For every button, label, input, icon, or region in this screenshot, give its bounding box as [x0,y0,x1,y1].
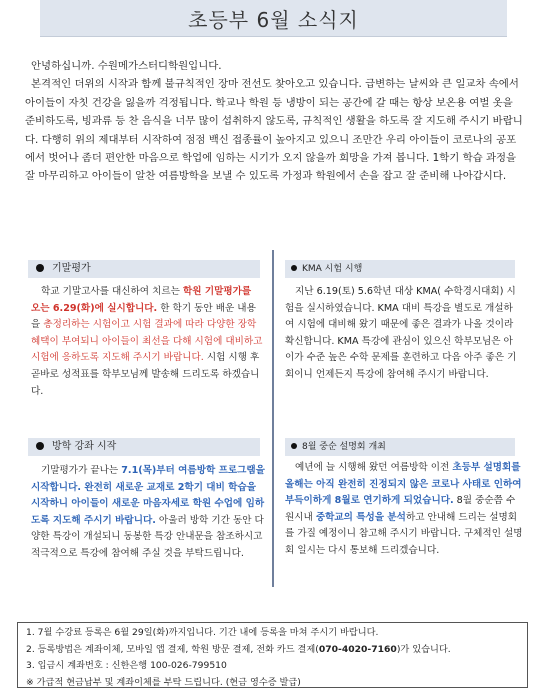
highlight-text: 총정리하는 시험이고 시험 결과에 따라 다양한 장학 혜택이 부여되니 아이들이 최선을 다해 시험에 대비하고 시험에 응하도록 지도해 주시기 바랍니다. [31,319,263,364]
notice-line [26,642,527,659]
section-text-kma: 지난 6.19(토) 5.6학년 대상 KMA( 수학경시대회) 시험을 실시하였습니다. KMA 대비 특강을 별도로 개설하여 시험에 대비해 왔기 때문에 좋은 결과가 나올 것이라 확신합니다. KMA 특강에 관심이 있으신 학부모님은 아이가 수준 높은 수학 문제를 훈련하고 다음 아주 좋은 기회이니 언제든지 특강에 참여해 주시기 바랍니다. [285,286,517,380]
bullet-icon [291,265,297,271]
bullet-icon [36,264,44,272]
notice-line: 1. 7월 수강료 등록은 6월 29일(화)까지입니다. 기간 내에 등록을 마쳐 주시기 바랍니다. [26,627,379,638]
section-heading-briefing [285,438,515,456]
text-run: 아울러 방학 기간 동안 다양한 특강이 개설되니 동봉한 특강 안내문을 참조하시고 적극적으로 특강에 참여해 주실 것을 부탁드립니다. [31,514,264,559]
section-heading-exam [28,260,260,278]
section-text-vacation [31,463,267,563]
page-title: 초등부 6월 소식지 [188,8,359,32]
text-run: 한 학기 동안 배운 내용을 [31,302,256,331]
text-run: 8월 중순쯤 수원시내 [285,495,516,523]
text-run: 학교 기말고사를 대신하여 치르는 [41,286,183,297]
phone-number: 070-4020-7160 [318,643,397,655]
highlight-text: 중학교의 특성을 분석 [315,511,406,523]
notice-line: ※ 가급적 현금납부 및 계좌이체를 부탁 드립니다. (현금 영수증 발급) [26,676,301,688]
highlight-text: 7.1(목)부터 여름방학 프로그램을 시작합니다. 완전히 새로운 교재로 2학기 대비 학습을 시작하니 아이들이 새로운 마음자세로 학원 수업에 임하도록 지도해 주시기 바랍니다. [31,465,265,526]
text-run: 시험 시행 후 곧바로 성적표를 학부모님께 발송해 드리도록 하겠습니다. [31,352,260,397]
highlight-date: 학원 기말평가를 오는 6.29(화)에 실시합니다. [31,286,252,314]
column-divider [272,250,274,587]
text-run: 하고 안내해 드리는 설명회를 가질 예정이니 참고해 주시기 바랍니다. 구체적인 설명회 일시는 다시 통보해 드리겠습니다. [285,511,523,556]
section-text-briefing [285,460,523,560]
intro-body: 본격적인 더위의 시작과 함께 불규칙적인 장마 전선도 찾아오고 있습니다. 급변하는 날씨와 큰 일교차 속에서 아이들이 자칫 건강을 잃을까 걱정됩니다. 학교나 학원 등 냉방이 되는 공간에 갈 때는 항상 보온용 여벌 옷을 준비하도록, 빙과류 등 찬 음식을 너무 많이 섭취하지 않도록, 규칙적인 생활을 하도록 잘 지도해 주시기 바랍니다. 다행히 위의 제대부터 시작하여 점점 백신 접종률이 높아지고 있으니 조만간 우리 아이들이 코로나의 공포에서 벗어나 좀더 편안한 마음으로 학업에 임하는 시기가 오지 않을까 희망을 가져 봅니다. 1학기 학습 과정을 잘 마무리하고 아이들이 알찬 여름방학을 보낼 수 있도록 가정과 학원에서 손을 잡고 잘 준비해 나아갑시다. [25,78,523,183]
section-heading-kma [285,260,515,278]
intro [25,57,525,186]
section-title: 방학 강좌 시작 [52,441,117,452]
section-title: KMA 시험 시행 [302,264,363,274]
text-run: )가 있습니다. [396,643,451,655]
section-title: 8월 중순 설명회 개최 [302,442,386,452]
text-run: 예년에 늘 시행해 왔던 여름방학 이전 [295,462,453,473]
notice-box [17,622,528,688]
text-run: 기말평가가 끝나는 [41,465,122,476]
highlight-text: 초등부 설명회를 올해는 아직 완전히 진정되지 않은 코로나 사태로 인하여 부득이하게 8월로 연기하게 되었습니다. [285,462,522,507]
section-title: 기말평가 [52,263,91,274]
bullet-icon [36,442,44,450]
title-bar [40,0,507,37]
text-run: 2. 등록방법은 계좌이체, 모바일 앱 결제, 학원 방문 결제, 전화 카드 결제( [26,643,319,655]
bullet-icon [291,443,297,449]
notice-line: 3. 입금시 계좌번호 : 신한은행 100-026-799510 [26,660,227,672]
section-text-exam [31,284,263,400]
intro-greeting: 안녕하십니까. 수원메가스터디학원입니다. [31,60,222,72]
section-heading-vacation [28,438,260,456]
